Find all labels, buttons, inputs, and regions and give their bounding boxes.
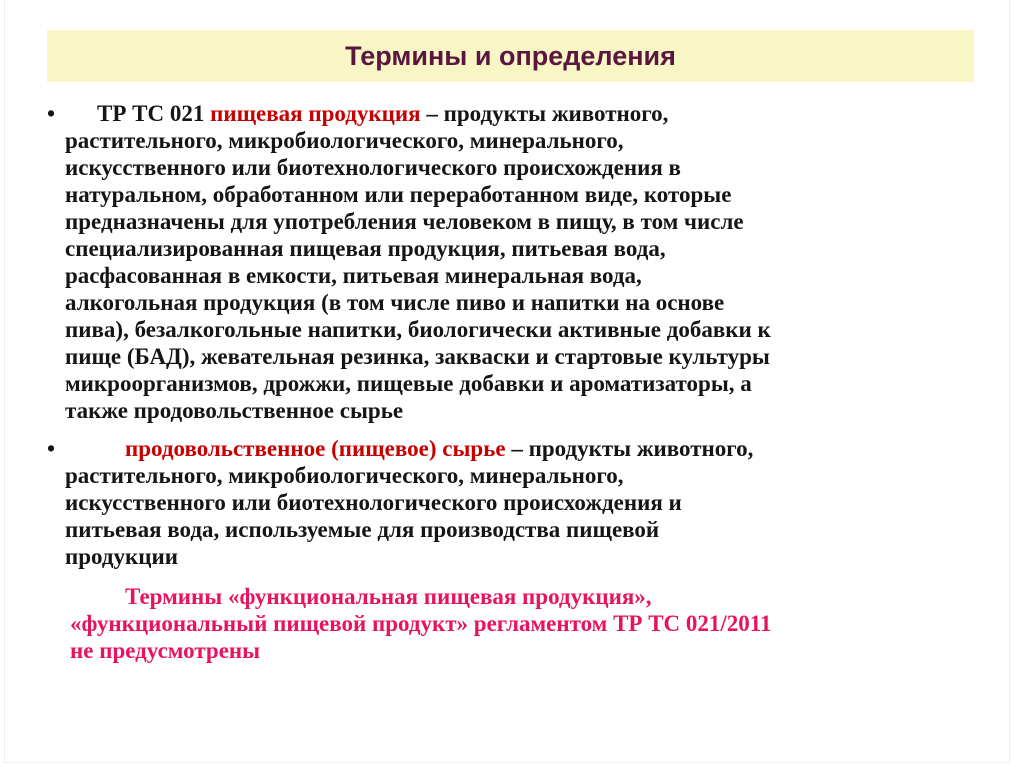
- text-line: не предусмотрены: [70, 638, 261, 663]
- text-line: пива), безалкогольные напитки, биологически активные добавки к: [65, 317, 771, 342]
- text-line: растительного, микробиологического, минерального,: [65, 463, 624, 488]
- text-line: расфасованная в емкости, питьевая минеральная вода,: [65, 263, 642, 288]
- text-line: также продовольственное сырье: [65, 398, 404, 423]
- bullet-item-food-products: [47, 100, 975, 424]
- text-line: продукции: [65, 544, 179, 569]
- text-line: [65, 435, 975, 462]
- bullet-item-raw-materials: [47, 435, 975, 570]
- text-line: микроорганизмов, дрожжи, пищевые добавки и ароматизаторы, а: [65, 371, 752, 396]
- term-prefix: ТР ТС 021: [97, 101, 211, 126]
- text-line: искусственного или биотехнологического происхождения и: [65, 490, 682, 515]
- term-definition-start: – продукты животного,: [420, 101, 669, 126]
- text-line: натуральном, обработанном или переработанном виде, которые: [65, 182, 732, 207]
- term-definition-start: – продукты животного,: [505, 436, 754, 461]
- bullet-icon: •: [47, 101, 56, 126]
- bullet-icon: •: [47, 436, 56, 461]
- text-line: [65, 100, 975, 127]
- slide-content: [47, 100, 975, 664]
- slide-title: Термины и определения: [345, 40, 676, 71]
- title-bar: [47, 30, 974, 82]
- text-line: искусственного или биотехнологического происхождения в: [65, 155, 681, 180]
- text-line: алкогольная продукция (в том числе пиво и напитки на основе: [65, 290, 725, 315]
- term-highlight: пищевая продукция: [210, 101, 421, 126]
- note-paragraph: [70, 583, 975, 664]
- text-line: предназначены для употребления человеком в пищу, в том числе: [65, 209, 744, 234]
- text-line: Термины «функциональная пищевая продукция»,: [125, 584, 652, 609]
- text-line: пище (БАД), жевательная резинка, закваски и стартовые культуры: [65, 344, 770, 369]
- term-highlight: продовольственное (пищевое) сырье: [125, 436, 506, 461]
- text-line: питьевая вода, используемые для производства пищевой: [65, 517, 660, 542]
- text-line: «функциональный пищевой продукт» регламентом ТР ТС 021/2011: [70, 611, 772, 636]
- text-line: специализированная пищевая продукция, питьевая вода,: [65, 236, 666, 261]
- text-line: растительного, микробиологического, минерального,: [65, 128, 624, 153]
